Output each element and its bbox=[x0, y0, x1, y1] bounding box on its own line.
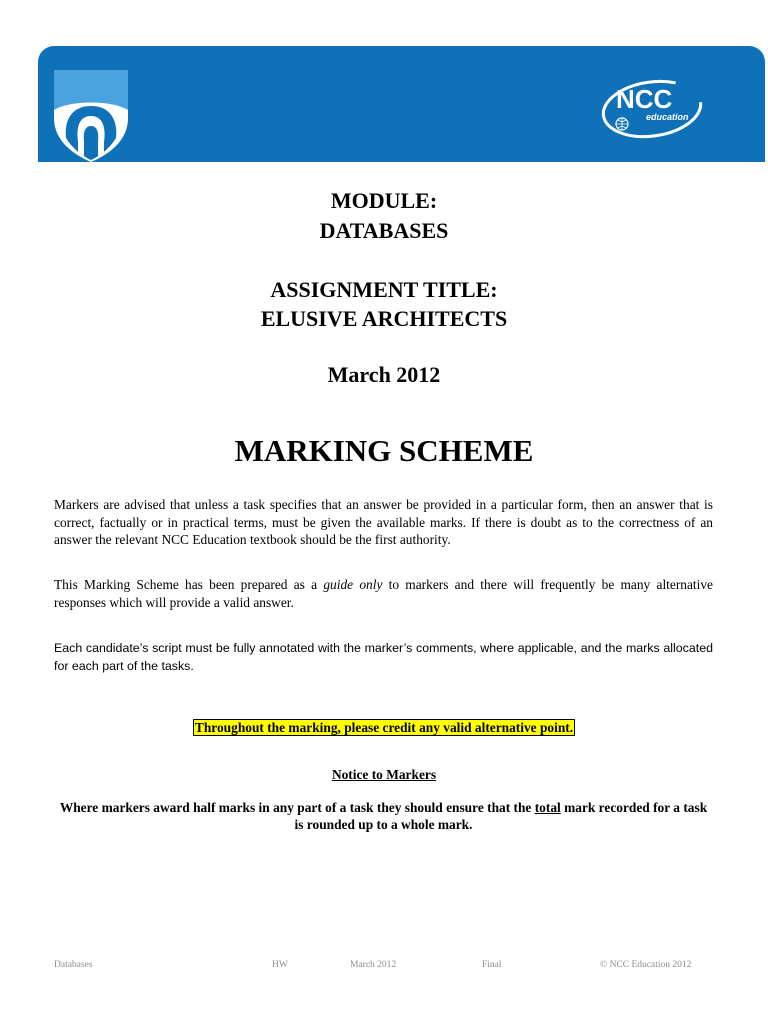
notice-body-start: Where markers award half marks in any part of a task they should ensure that the bbox=[59, 800, 535, 815]
paragraph-guide-only-start: This Marking Scheme has been prepared as a bbox=[54, 577, 324, 592]
notice-title: Notice to Markers bbox=[331, 767, 437, 782]
document-date: March 2012 bbox=[327, 362, 441, 387]
document-type-title: MARKING SCHEME bbox=[234, 433, 534, 468]
university-shield-logo bbox=[50, 70, 132, 162]
module-label: MODULE: bbox=[330, 188, 438, 213]
paragraph-guide-only bbox=[54, 576, 713, 611]
highlight-container bbox=[0, 719, 768, 737]
notice-body-end: mark recorded for a task is rounded up to a whole mark. bbox=[294, 800, 708, 832]
assignment-label: ASSIGNMENT TITLE: bbox=[270, 277, 498, 302]
highlighted-instruction: Throughout the marking, please credit any valid alternative point. bbox=[194, 720, 574, 735]
ncc-logo-subtitle: education bbox=[646, 112, 689, 122]
footer-copyright: © NCC Education 2012 bbox=[600, 960, 692, 970]
module-name: DATABASES bbox=[319, 218, 449, 243]
footer-author: HW bbox=[272, 960, 288, 970]
total-emphasis: total bbox=[534, 800, 561, 815]
ncc-logo-text: NCC bbox=[616, 84, 673, 114]
paragraph-markers-advice: Markers are advised that unless a task specifies that an answer be provided in a particular form, then an answer that is correct, factually or in practical terms, must be given the available marks. If there is doubt as to the correctness of an answer the relevant NCC Education textbook should be the first authority. bbox=[54, 497, 713, 547]
notice-body bbox=[54, 799, 713, 833]
guide-only-emphasis: guide only bbox=[323, 577, 383, 592]
paragraph-annotation: Each candidate’s script must be fully annotated with the marker’s comments, where applicable, and the marks allocated for each part of the tasks. bbox=[54, 641, 713, 673]
footer-module: Databases bbox=[54, 960, 93, 970]
assignment-name: ELUSIVE ARCHITECTS bbox=[260, 306, 508, 331]
footer-status: Final bbox=[482, 960, 502, 970]
footer-date: March 2012 bbox=[350, 960, 397, 970]
paragraph-guide-only-end: to markers and there will frequently be many alternative responses which will provide a valid answer. bbox=[54, 577, 714, 610]
